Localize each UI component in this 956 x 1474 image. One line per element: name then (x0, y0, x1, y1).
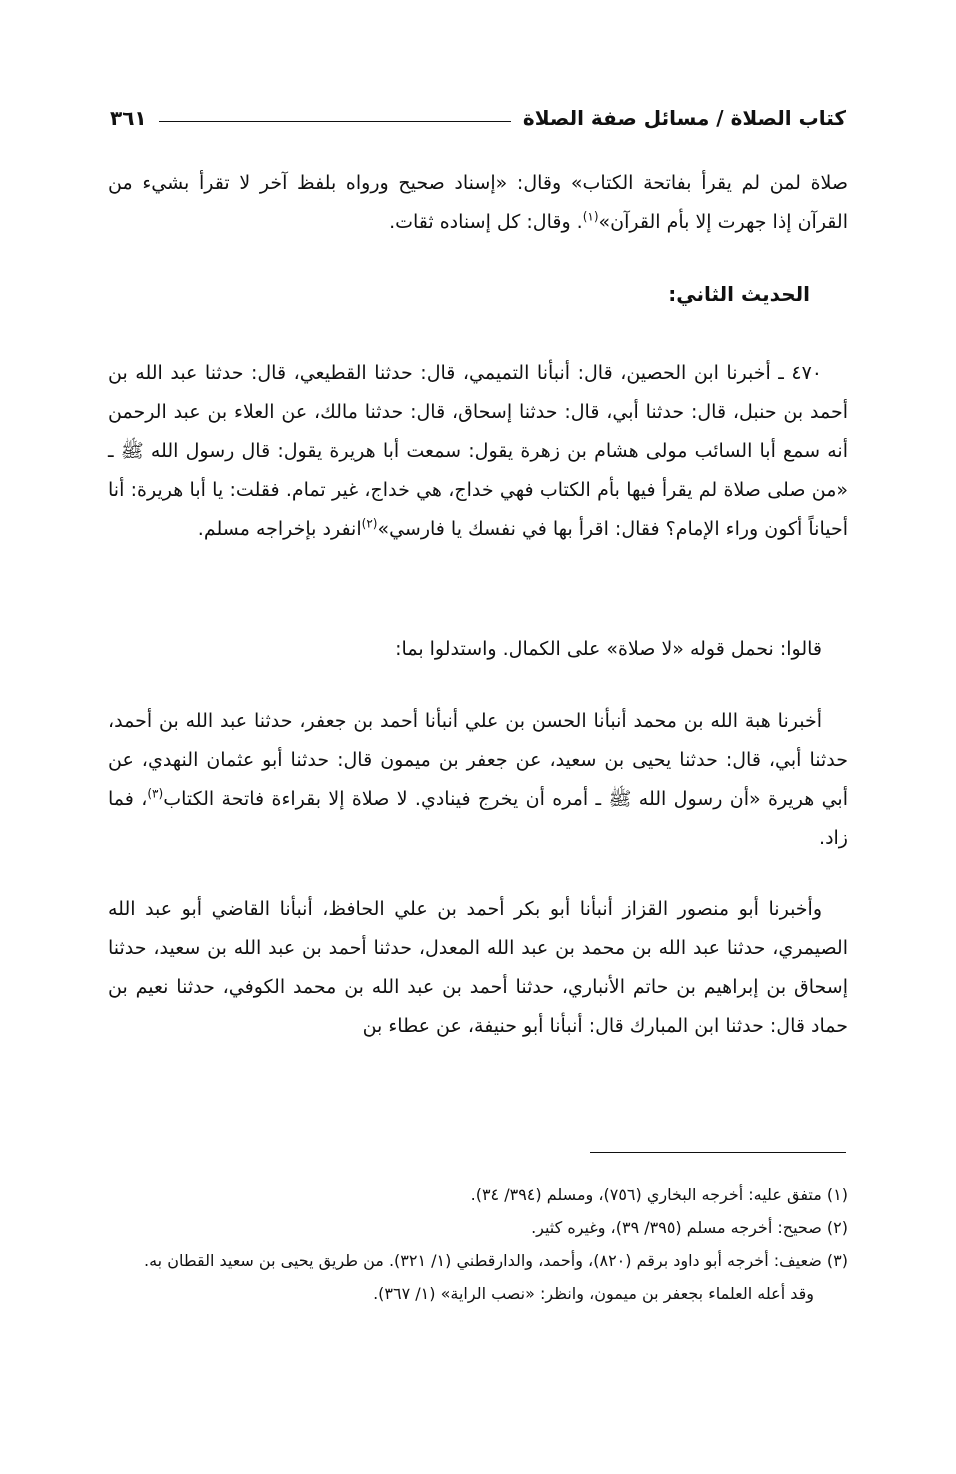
akhbarana-1-text-1: أخبرنا هبة الله بن محمد أنبأنا الحسن بن علي أنبأنا أحمد بن جعفر، حدثنا عبد الله بن أحمد، حدثنا أبي، قال: حدثنا يحيى بن سعيد، عن جعفر بن ميمون قال: حدثنا أبو عثمان النهدي، عن أبي هريرة «أن رسول الله ﷺ ـ أمره أن يخرج فينادي. لا صلاة إلا بقراءة فاتحة الكتاب (108, 710, 848, 810)
hadith-470-paragraph (108, 354, 848, 549)
running-header (110, 98, 846, 138)
intro-text-1: صلاة لمن لم يقرأ بفاتحة الكتاب» وقال: «إسناد صحيح ورواه بلفظ آخر لا تقرأ بشيء من القرآن إذا جهرت إلا بأم القرآن» (108, 172, 848, 233)
akhbarana-1-text-2: ، فما زاد. (108, 788, 848, 849)
akhbarana-2-paragraph: وأخبرنا أبو منصور القزاز أنبأنا أبو بكر أحمد بن علي الحافظ، أنبأنا القاضي أبو عبد الله الصيمري، حدثنا عبد الله بن محمد بن عبد الله المعدل، حدثنا أحمد بن عبد الله بن سعيد، حدثنا إسحاق بن إبراهيم بن حاتم الأنباري، حدثنا أحمد بن عبد الله بن محمد الكوفي، حدثنا نعيم بن حماد قال: حدثنا ابن المبارك قال: أنبأنا أبو حنيفة، عن عطاء بن (108, 898, 848, 1037)
footnote-number: (١) (826, 1185, 848, 1204)
footnote-text: ضعيف: أخرجه أبو داود برقم (٨٢٠)، وأحمد، والدارقطني (١/ ٣٢١). من طريق يحيى بن سعيد القطان به. (144, 1251, 822, 1270)
footnotes (104, 1178, 848, 1310)
hadith-text-2: انفرد بإخراجه مسلم. (197, 518, 362, 540)
intro-paragraph (108, 164, 848, 242)
footnote-ref-1: (١) (582, 209, 599, 224)
akhbarana-1-paragraph (108, 702, 848, 858)
page-number: ٣٦١ (110, 106, 147, 130)
header-rule (159, 121, 511, 122)
footnote-number: (٣) (826, 1251, 848, 1270)
footnote-ref-2: (٢) (361, 516, 378, 531)
footnote-separator (590, 1152, 846, 1153)
footnote-3-continuation: وقد أعله العلماء بجعفر بن ميمون، وانظر: «نصب الراية» (١/ ٣٦٧). (373, 1284, 814, 1303)
footnote-3 (104, 1244, 848, 1277)
footnote-2 (104, 1211, 848, 1244)
qalu-paragraph: قالوا: نحمل قوله «لا صلاة» على الكمال. واستدلوا بما: (395, 638, 822, 660)
footnote-1 (104, 1178, 848, 1211)
intro-text-2: . وقال: كل إسناده ثقات. (389, 211, 583, 233)
footnote-number: (٢) (826, 1218, 848, 1237)
section-heading: الحديث الثاني: (668, 282, 810, 306)
footnote-text: صحيح: أخرجه مسلم (٣٩٥/ ٣٩)، وغيره كثير. (531, 1218, 822, 1237)
footnote-text: متفق عليه: أخرجه البخاري (٧٥٦)، ومسلم (٣٩٤/ ٣٤). (470, 1185, 822, 1204)
header-title: كتاب الصلاة / مسائل صفة الصلاة (522, 106, 846, 130)
footnote-ref-3: (٣) (147, 786, 164, 801)
hadith-text-1: ٤٧٠ ـ أخبرنا ابن الحصين، قال: أنبأنا التميمي، قال: حدثنا القطيعي، قال: حدثنا عبد الله بن أحمد بن حنبل، قال: حدثنا أبي، قال: حدثنا إسحاق، قال: حدثنا مالك، عن العلاء بن عبد الرحمن أنه سمع أبا السائب مولى هشام بن زهرة يقول: سمعت أبا هريرة يقول: قال رسول الله ﷺ ـ «من صلى صلاة لم يقرأ فيها بأم الكتاب فهي خداج، هي خداج، غير تمام. فقلت: يا أبا هريرة: أنا أحياناً أكون وراء الإمام؟ فقال: اقرأ بها في نفسك يا فارسي» (108, 362, 848, 540)
